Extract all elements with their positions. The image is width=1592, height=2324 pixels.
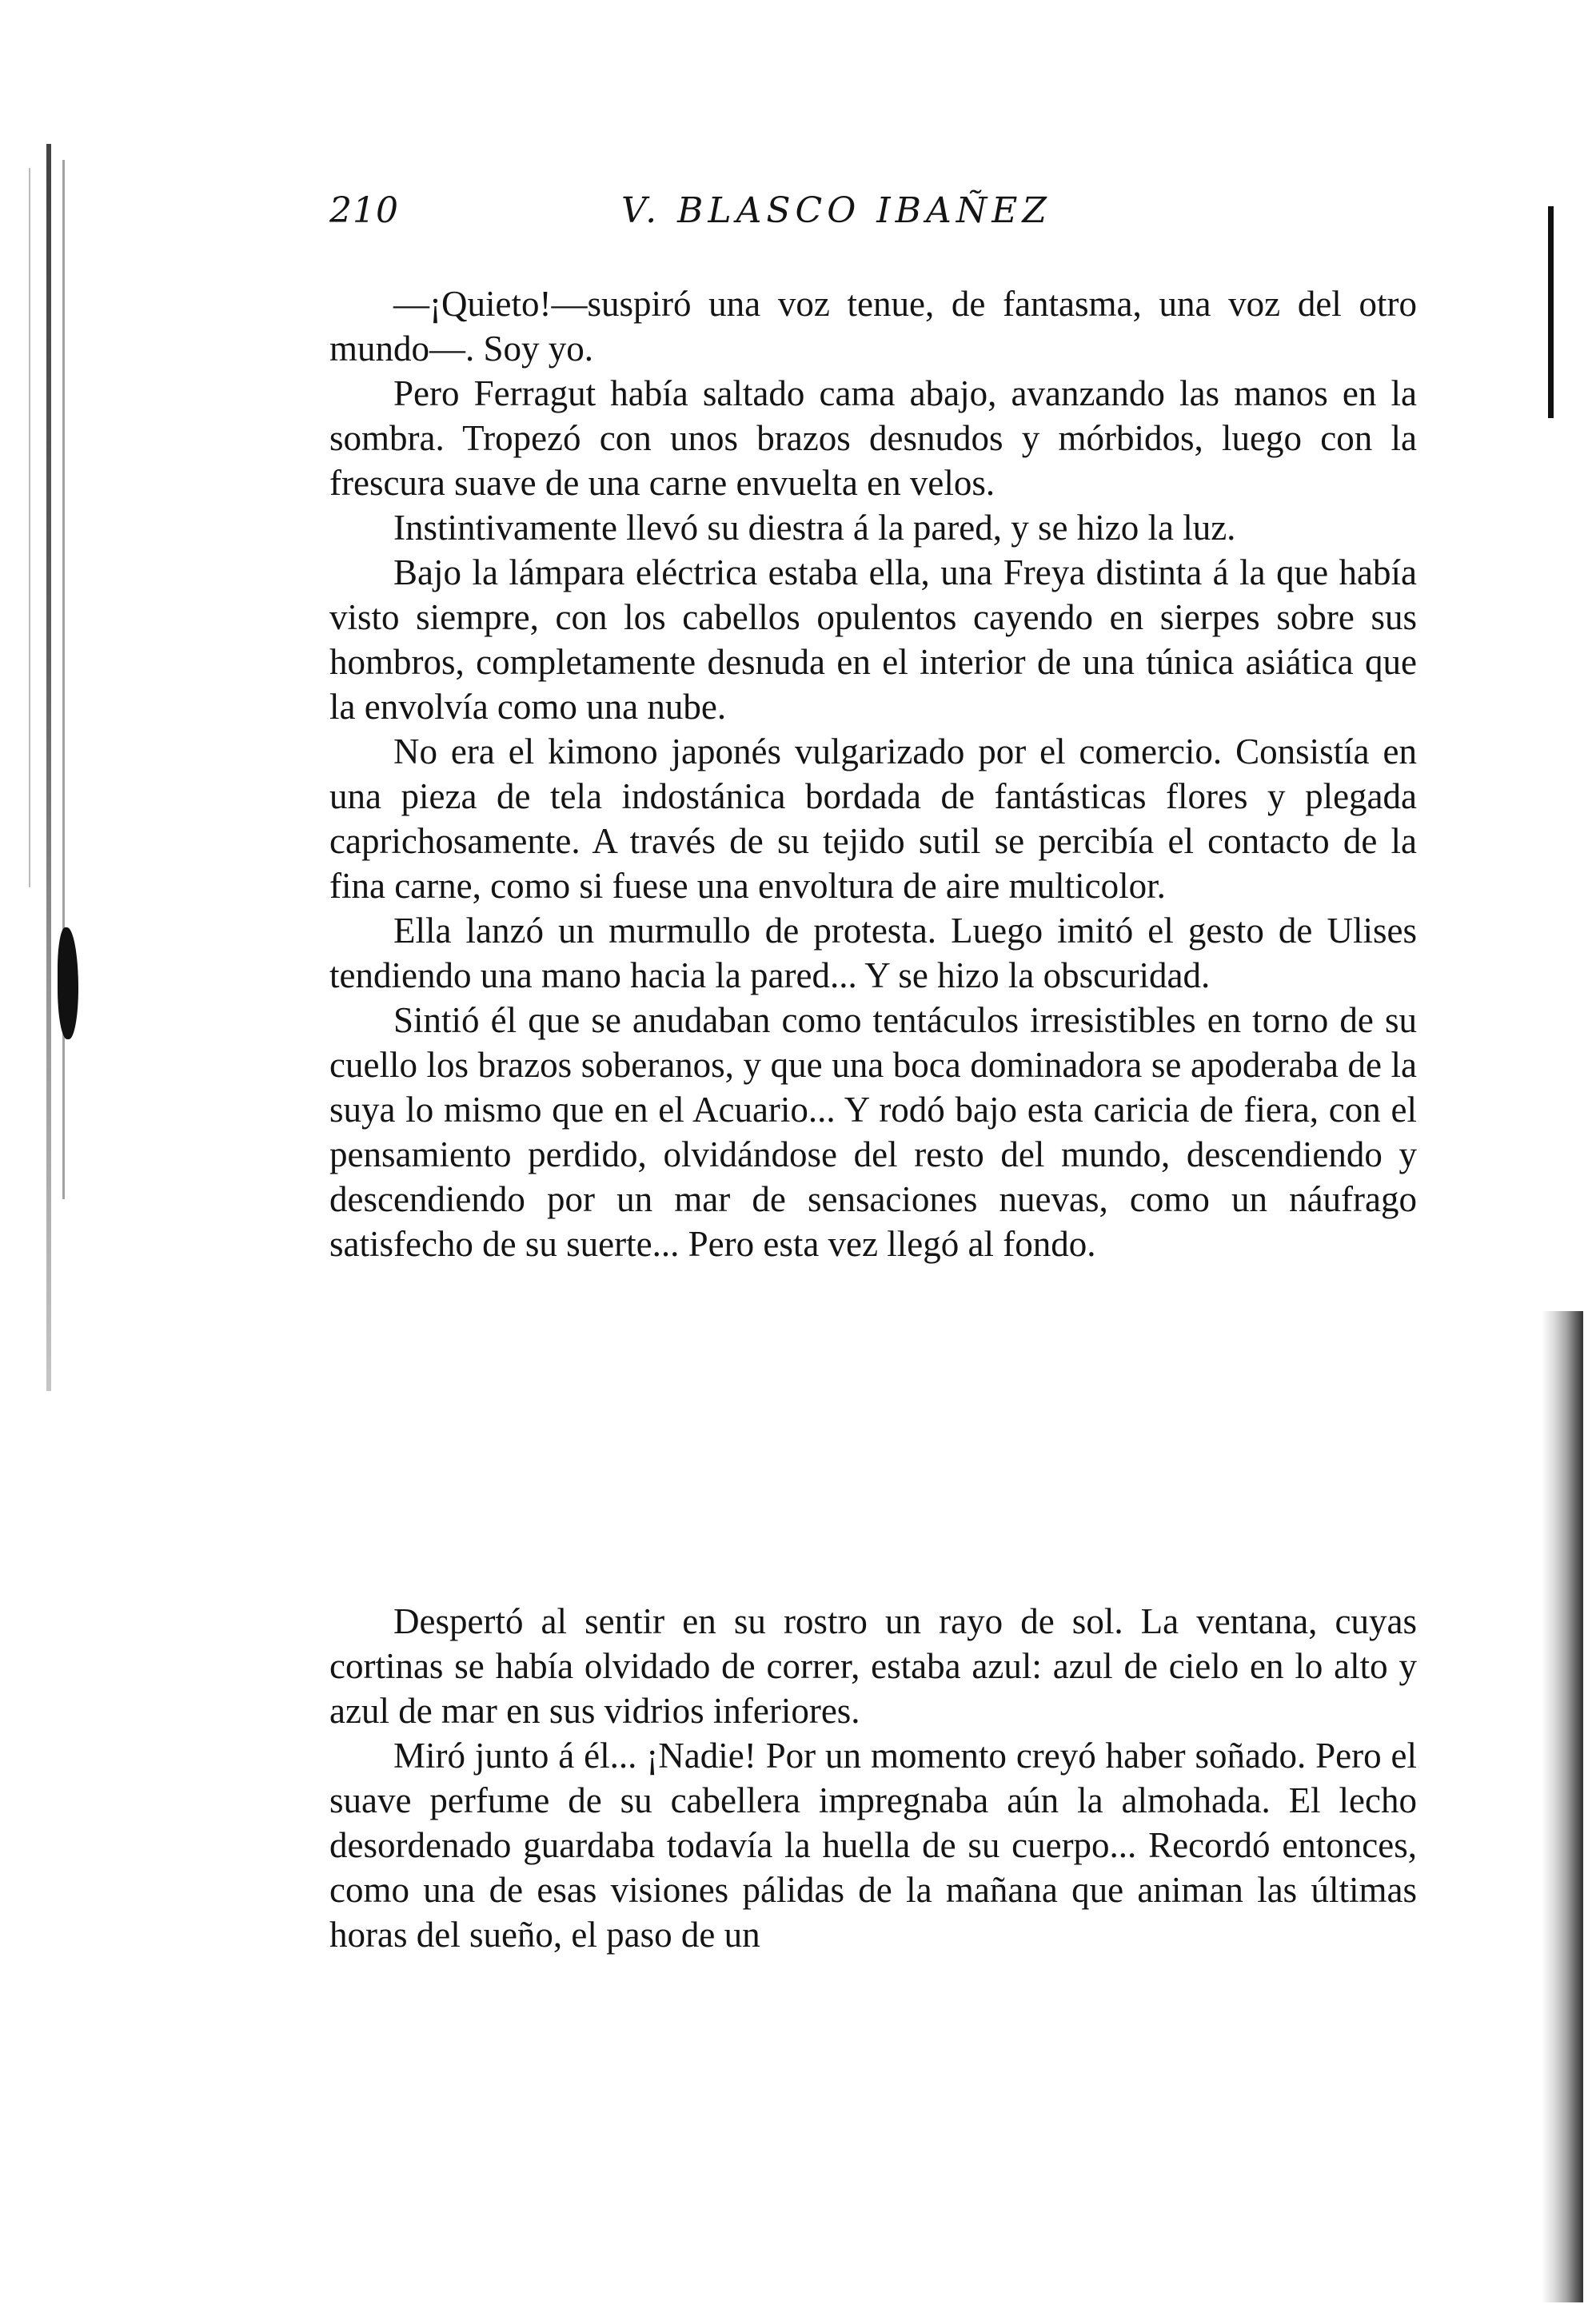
paragraph: Miró junto á él... ¡Nadie! Por un momento creyó haber soñado. Pero el suave perfume de su cabellera impregnaba aún la almohada. El lecho desordenado guardaba todavía la huella de su cuerpo... Recordó entonces, como una de esas visiones pálidas de la mañana que animan las últimas horas del sueño, el paso de un [329, 1736, 1417, 1955]
page-edge-shadow [1542, 1311, 1583, 2302]
paragraph: Sintió él que se anudaban como tentáculos irresistibles en torno de su cuello los brazos soberanos, y que una boca dominadora se apoderaba de la suya lo mismo que en el Acuario... Y rodó bajo esta caricia de fiera, con el pensamiento perdido, olvidándose del resto del mundo, descendiendo y descendiendo por un mar de sensaciones nuevas, como un náufrago satisfecho de su suerte... Pero esta vez llegó al fondo. [329, 1000, 1417, 1264]
paragraph: Instintivamente llevó su diestra á la pared, y se hizo la luz. [393, 508, 1236, 548]
paragraph: Bajo la lámpara eléctrica estaba ella, una Freya distinta á la que había visto siempre, con los cabellos opulentos cayendo en sierpes sobre sus hombros, completamente desnuda en el interior de una túnica asiática que la envolvía como una nube. [329, 552, 1417, 727]
paragraph: Ella lanzó un murmullo de protesta. Luego imitó el gesto de Ulises tendiendo una mano hacia la pared... Y se hizo la obscuridad. [329, 911, 1417, 995]
paragraph: Despertó al sentir en su rostro un rayo de sol. La ventana, cuyas cortinas se había olvidado de correr, estaba azul: azul de cielo en lo alto y azul de mar en sus vidrios inferiores. [329, 1601, 1417, 1731]
text-section-2 [329, 1599, 1417, 1957]
binding-ink-blot [58, 927, 78, 1039]
paragraph: —¡Quieto!—suspiró una voz tenue, de fantasma, una voz del otro mundo—. Soy yo. [329, 284, 1417, 369]
page-edge-mark [1548, 206, 1554, 418]
paragraph: No era el kimono japonés vulgarizado por el comercio. Consistía en una pieza de tela indostánica bordada de fantásticas flores y plegada caprichosamente. A través de su tejido sutil se percibía el contacto de la fina carne, como si fuese una envoltura de aire multicolor. [329, 731, 1417, 906]
running-head: V. BLASCO IBAÑEZ [621, 190, 1051, 231]
page-number: 210 [329, 190, 399, 231]
binding-edge-line-outer [29, 168, 30, 887]
text-section-1 [329, 281, 1417, 1266]
binding-edge-shadow [46, 144, 51, 1391]
page-header [329, 190, 1369, 246]
paragraph: Pero Ferragut había saltado cama abajo, avanzando las manos en la sombra. Tropezó con unos brazos desnudos y mórbidos, luego con la frescura suave de una carne envuelta en velos. [329, 373, 1417, 503]
binding-edge-line [62, 160, 65, 1199]
